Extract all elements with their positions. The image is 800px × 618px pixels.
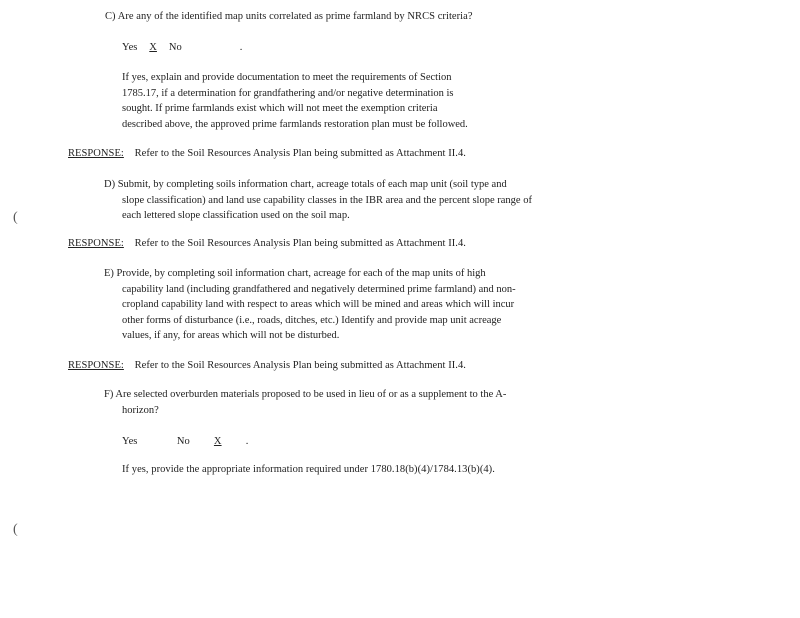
response-label: RESPONSE: <box>68 360 124 371</box>
response-3 <box>68 359 466 373</box>
item-c-yes-label: Yes <box>122 42 138 53</box>
item-d-line: slope classification) and land use capability classes in the IBR area and the percent slope range of <box>122 194 532 206</box>
item-c-explanation-line: 1785.17, if a determination for grandfathering and/or negative determination is <box>122 87 454 99</box>
item-c-no-label: No <box>168 42 182 53</box>
item-d-line: D) Submit, by completing soils information chart, acreage totals of each map unit (soil type and <box>104 179 507 190</box>
response-1 <box>68 147 466 161</box>
item-f <box>104 387 506 418</box>
response-text: Refer to the Soil Resources Analysis Plan being submitted as Attachment II.4. <box>134 238 466 249</box>
response-text: Refer to the Soil Resources Analysis Plan being submitted as Attachment II.4. <box>134 148 466 159</box>
item-c-yes-no-line: Yes X No . <box>122 42 243 53</box>
item-f-no-label: No <box>176 436 190 447</box>
item-e-line: cropland capability land with respect to areas which will be mined and areas which will incur <box>122 299 515 310</box>
response-label: RESPONSE: <box>68 148 124 159</box>
response-label: RESPONSE: <box>68 238 124 249</box>
item-e-line: E) Provide, by completing soil information chart, acreage for each of the map units of high <box>104 268 486 279</box>
item-c-question: C) Are any of the identified map units correlated as prime farmland by NRCS criteria? <box>105 11 473 22</box>
item-c-explanation <box>122 70 468 132</box>
item-c-explanation-line: sought. If prime farmlands exist which will not meet the exemption criteria <box>122 103 438 114</box>
item-c-explanation-line: If yes, explain and provide documentation to meet the requirements of Section <box>122 72 452 83</box>
item-f-yes-no-line: Yes No X . <box>122 436 249 447</box>
item-f-yes-label: Yes <box>122 436 138 447</box>
margin-mark: ( <box>13 522 18 537</box>
margin-mark: ( <box>13 210 18 225</box>
item-d-line: each lettered slope classification used on the soil map. <box>122 210 350 221</box>
item-e-line: capability land (including grandfathered and negatively determined prime farmland) and non- <box>122 283 516 295</box>
item-e-line: other forms of disturbance (i.e., roads, ditches, etc.) Identify and provide map unit acreage <box>122 314 502 326</box>
item-f-line: F) Are selected overburden materials proposed to be used in lieu of or as a supplement to the A- <box>104 389 507 400</box>
item-e <box>104 266 516 344</box>
item-f-followup: If yes, provide the appropriate information required under 1780.18(b)(4)/1784.13(b)(4). <box>122 464 495 475</box>
response-text: Refer to the Soil Resources Analysis Plan being submitted as Attachment II.4. <box>134 360 466 371</box>
item-c-yes-answer: X <box>149 42 157 53</box>
item-e-line: values, if any, for areas which will not be disturbed. <box>122 330 340 341</box>
item-f-line: horizon? <box>122 404 159 416</box>
item-c-explanation-line: described above, the approved prime farmlands restoration plan must be followed. <box>122 118 468 130</box>
response-2 <box>68 237 466 251</box>
item-f-no-answer: X <box>213 436 222 447</box>
item-d <box>104 177 532 224</box>
